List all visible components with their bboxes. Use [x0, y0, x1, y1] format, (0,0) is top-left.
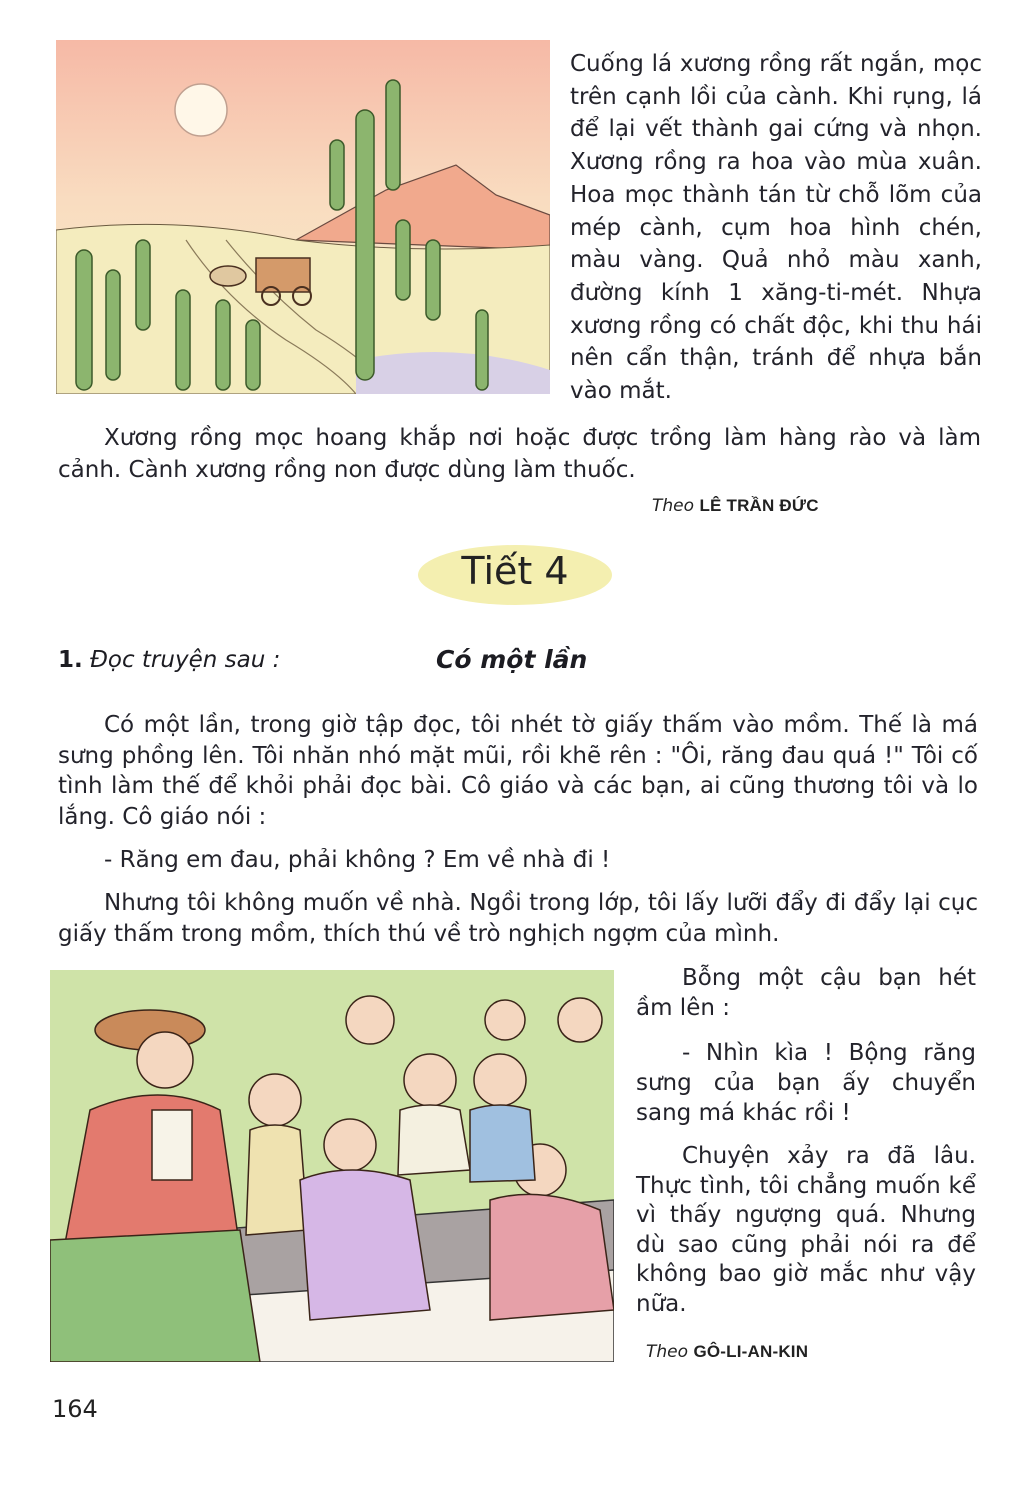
credit-author: GÔ-LI-AN-KIN: [693, 1342, 809, 1361]
classroom-illustration: [50, 970, 614, 1362]
credit-prefix: Theo: [646, 1342, 689, 1362]
exercise-instruction: Đọc truyện sau :: [90, 647, 281, 673]
story-paragraph-1: Có một lần, trong giờ tập đọc, tôi nhét tờ giấy thấm vào mồm. Thế là má sưng phồng lên. Tôi nhăn nhó mặt mũi, rồi khẽ rên : "Ôi, răng đau quá !" Tôi cố tình làm thế để khỏi phải đọc bài. Cô giáo và các bạn, ai cũng thương tôi và lo lắng. Cô giáo nói :: [58, 712, 978, 830]
story-paragraph-2: - Răng em đau, phải không ? Em về nhà đi !: [104, 847, 611, 873]
credit-prefix: Theo: [652, 496, 695, 516]
desert-cactus-illustration: [56, 40, 550, 394]
credit-author: LÊ TRẦN ĐỨC: [699, 496, 819, 515]
exercise-number: 1.: [58, 647, 83, 673]
page-number: 164: [52, 1395, 98, 1423]
story-title: Có một lần: [436, 645, 588, 674]
story-credit: [646, 1342, 808, 1362]
exercise-heading: [58, 647, 280, 673]
passage-side-text: Cuống lá xương rồng rất ngắn, mọc trên cạnh lồi của cành. Khi rụng, lá để lại vết thành gai cứng và nhọn. Xương rồng ra hoa vào mùa xuân. Hoa mọc thành tán từ chỗ lõm của mép cành, cụm hoa hình chén, màu vàng. Quả nhỏ màu xanh, đường kính 1 xăng-ti-mét. Nhựa xương rồng có chất độc, khi thu hái nên cẩn thận, tránh để nhựa bắn vào mắt.: [570, 51, 982, 405]
section-title: Tiết 4: [461, 549, 569, 593]
sun-icon: [175, 84, 227, 136]
passage-credit: [652, 496, 819, 516]
story-paragraph-6: Chuyện xảy ra đã lâu. Thực tình, tôi chẳng muốn kể vì thấy ngượng quá. Nhưng dù sao cũng phải nói ra để không bao giờ mắc như vậy nữa.: [636, 1143, 976, 1317]
story-paragraph-4: Bỗng một cậu bạn hét ầm lên :: [636, 965, 976, 1021]
passage-closing-paragraph: Xương rồng mọc hoang khắp nơi hoặc được trồng làm hàng rào và làm cảnh. Cành xương rồng non được dùng làm thuốc.: [58, 425, 981, 483]
story-paragraph-5: - Nhìn kìa ! Bộng răng sưng của bạn ấy chuyển sang má khác rồi !: [636, 1040, 976, 1126]
story-paragraph-3: Nhưng tôi không muốn về nhà. Ngồi trong lớp, tôi lấy lưỡi đẩy đi đẩy lại cục giấy thấm trong mồm, thích thú về trò nghịch ngợm của mình.: [58, 890, 978, 947]
